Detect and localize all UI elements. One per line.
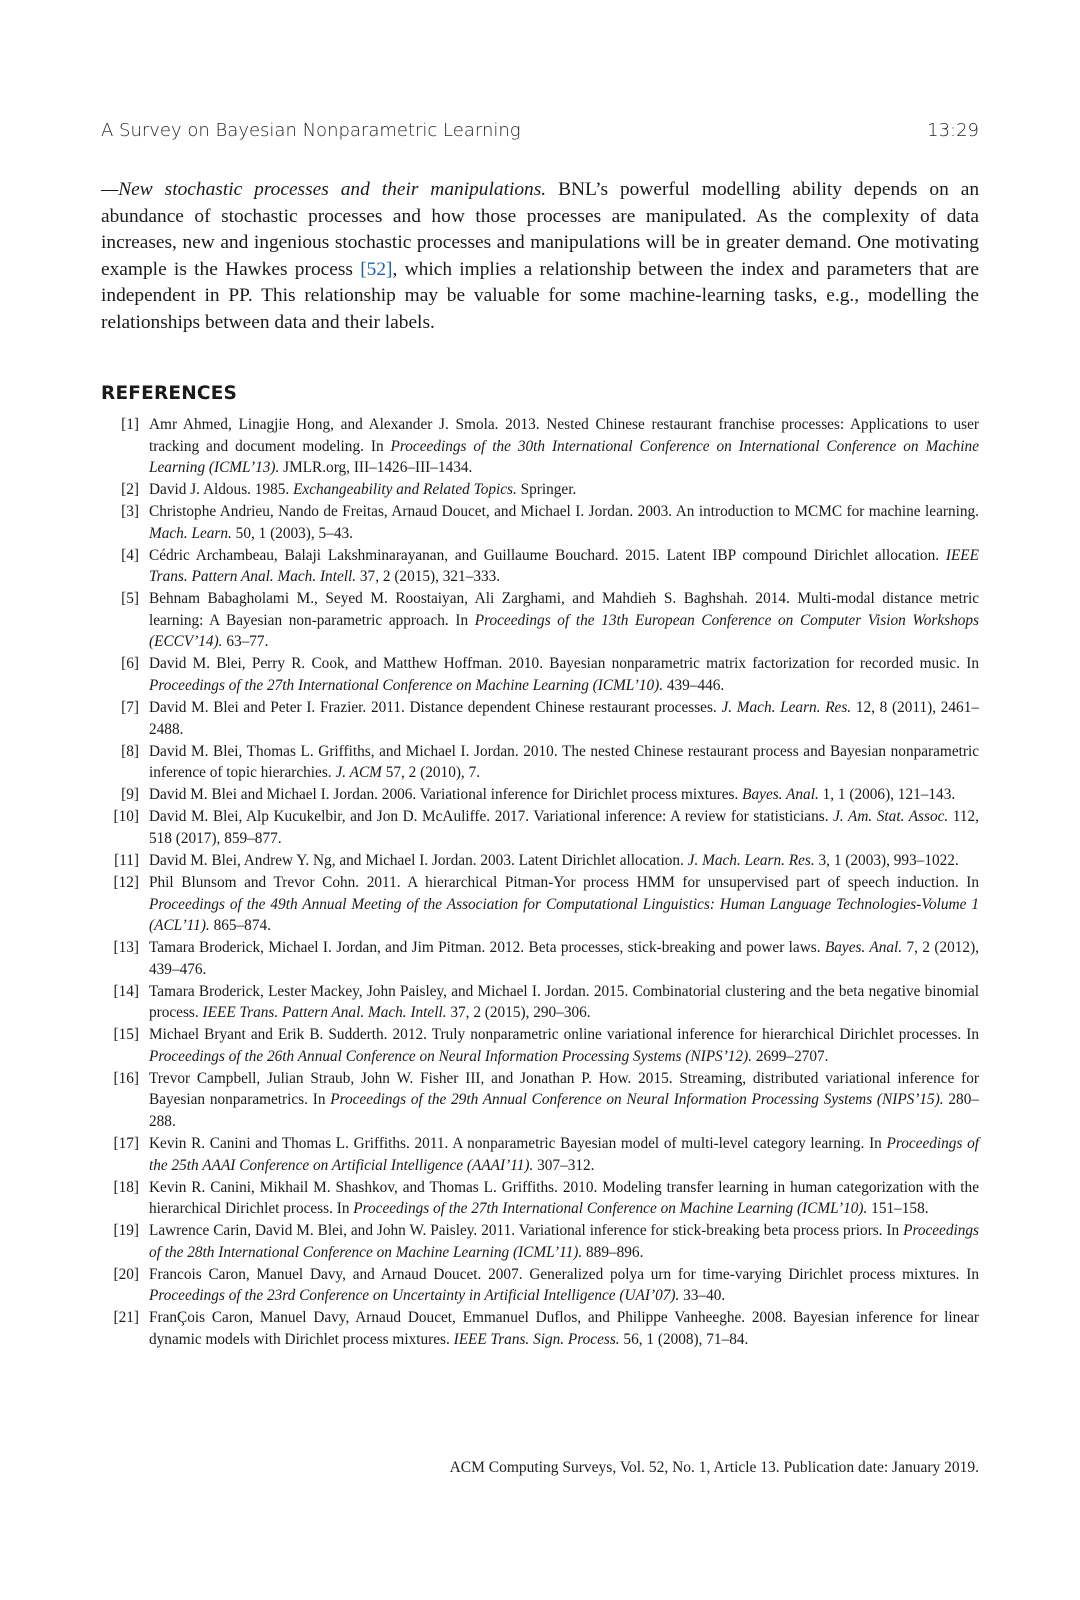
reference-pages: 1, 1 (2006), 121–143.	[818, 786, 956, 804]
reference-text: Kevin R. Canini and Thomas L. Griffiths. 2011. A nonparametric Bayesian model of multi-level category learning. In	[149, 1135, 887, 1152]
reference-venue: Proceedings of the 26th Annual Conference on Neural Information Processing Systems (NIPS’12).	[149, 1047, 753, 1065]
reference-venue: Bayes. Anal.	[742, 786, 819, 804]
reference-item	[101, 697, 979, 740]
reference-text: Tamara Broderick, Michael I. Jordan, and Jim Pitman. 2012. Beta processes, stick-breaking and power laws.	[149, 939, 825, 957]
reference-text: Lawrence Carin, David M. Blei, and John W. Paisley. 2011. Variational inference for stick-breaking beta process priors. In	[149, 1222, 904, 1240]
reference-pages: 7, 2 (2012), 439–476.	[149, 939, 979, 978]
reference-item	[101, 981, 979, 1024]
reference-venue: Bayes. Anal.	[824, 939, 903, 957]
reference-item	[101, 850, 979, 872]
reference-list	[101, 414, 979, 1351]
reference-venue: J. ACM	[335, 764, 382, 782]
reference-pages: Springer.	[516, 481, 577, 499]
reference-pages: 63–77.	[222, 633, 269, 651]
reference-text: David J. Aldous. 1985.	[149, 481, 294, 499]
reference-number: [14]	[113, 982, 139, 1000]
reference-text: David M. Blei, Perry R. Cook, and Matthew Hoffman. 2010. Bayesian nonparametric matrix factorization for recorded music. In	[149, 655, 979, 673]
reference-pages: 112, 518 (2017), 859–877.	[149, 808, 979, 847]
reference-pages: 2699–2707.	[752, 1047, 829, 1065]
reference-item	[101, 653, 979, 696]
reference-number: [16]	[113, 1069, 139, 1087]
reference-number: [19]	[113, 1222, 139, 1240]
reference-item	[101, 937, 979, 980]
reference-number: [10]	[113, 808, 139, 826]
reference-pages: 3, 1 (2003), 993–1022.	[814, 851, 959, 869]
reference-venue: Proceedings of the 28th International Conference on Machine Learning (ICML’11).	[149, 1222, 979, 1261]
reference-text: Tamara Broderick, Lester Mackey, John Paisley, and Michael I. Jordan. 2015. Combinatorial clustering and the beta negative binomial process.	[149, 982, 979, 1022]
reference-number: [18]	[113, 1178, 139, 1196]
reference-pages: 889–896.	[582, 1243, 644, 1261]
reference-number: [11]	[114, 851, 139, 869]
reference-text: Francois Caron, Manuel Davy, and Arnaud Doucet. 2007. Generalized polya urn for time-varying Dirichlet process mixtures. In	[149, 1265, 979, 1283]
reference-text: Kevin R. Canini, Mikhail M. Shashkov, and Thomas L. Griffiths. 2010. Modeling transfer learning in human categorization with the hierarchical Dirichlet process. In	[149, 1178, 979, 1218]
reference-pages: 865–874.	[209, 917, 271, 935]
reference-venue: IEEE Trans. Pattern Anal. Mach. Intell.	[149, 546, 979, 586]
reference-item	[101, 1068, 979, 1133]
reference-item	[101, 414, 979, 479]
reference-venue: J. Mach. Learn. Res.	[687, 851, 815, 869]
reference-venue: J. Am. Stat. Assoc.	[833, 808, 949, 826]
intro-text-after-cite: , which implies a relationship between the index and parameters that are independent in PP. This relationship may be valuable for some machine-learning tasks, e.g., modelling the relationships between data and their labels.	[101, 258, 979, 333]
reference-pages: 33–40.	[679, 1287, 726, 1305]
reference-venue: IEEE Trans. Pattern Anal. Mach. Intell.	[202, 1004, 447, 1022]
intro-text-before-cite: BNL’s powerful modelling ability depends on an abundance of stochastic processes and how those processes are manipulated. As the complexity of data increases, new and ingenious stochastic processes and manipulations will be in greater demand. One motivating example is the Hawkes process	[101, 179, 980, 280]
reference-item	[101, 1264, 979, 1307]
reference-pages: 439–446.	[663, 676, 725, 694]
reference-item	[101, 872, 979, 937]
reference-venue: Proceedings of the 13th European Conference on Computer Vision Workshops (ECCV’14).	[149, 611, 979, 651]
reference-item	[101, 501, 979, 544]
reference-item	[101, 784, 979, 806]
citation-link-52[interactable]: [52]	[360, 258, 393, 280]
reference-pages: 57, 2 (2010), 7.	[381, 764, 481, 782]
reference-number: [9]	[121, 786, 139, 804]
reference-number: [20]	[113, 1265, 139, 1283]
reference-text: David M. Blei and Peter I. Frazier. 2011. Distance dependent Chinese restaurant processes.	[149, 699, 722, 717]
intro-paragraph	[101, 177, 979, 337]
reference-text: David M. Blei, Thomas L. Griffiths, and Michael I. Jordan. 2010. The nested Chinese restaurant process and Bayesian nonparametric inference of topic hierarchies.	[149, 742, 979, 782]
reference-pages: 151–158.	[867, 1200, 929, 1218]
reference-pages: 37, 2 (2015), 321–333.	[356, 568, 501, 586]
reference-text: David M. Blei, Andrew Y. Ng, and Michael I. Jordan. 2003. Latent Dirichlet allocation.	[149, 851, 688, 869]
reference-pages: 37, 2 (2015), 290–306.	[446, 1004, 591, 1022]
reference-number: [15]	[113, 1026, 139, 1044]
reference-venue: Exchangeability and Related Topics.	[293, 481, 517, 499]
footer-publication-info: ACM Computing Surveys, Vol. 52, No. 1, Article 13. Publication date: January 2019.	[449, 1459, 979, 1476]
reference-item	[101, 479, 979, 501]
reference-item	[101, 806, 979, 849]
reference-text: Michael Bryant and Erik B. Sudderth. 2012. Truly nonparametric online variational inference for hierarchical Dirichlet processes. In	[149, 1026, 979, 1044]
running-head-title: A Survey on Bayesian Nonparametric Learning	[101, 120, 521, 141]
reference-item	[101, 545, 979, 588]
reference-pages: 12, 8 (2011), 2461–2488.	[149, 699, 979, 738]
reference-text: David M. Blei, Alp Kucukelbir, and Jon D. McAuliffe. 2017. Variational inference: A review for statisticians.	[149, 808, 834, 826]
reference-number: [2]	[121, 481, 139, 499]
reference-text: Amr Ahmed, Linagjie Hong, and Alexander J. Smola. 2013. Nested Chinese restaurant franchise processes: Applications to user tracking and document modeling. In	[149, 416, 979, 455]
reference-venue: Proceedings of the 29th Annual Conference on Neural Information Processing Systems (NIPS’15).	[330, 1091, 944, 1109]
reference-text: Behnam Babagholami M., Seyed M. Roostaiyan, Ali Zarghami, and Mahdieh S. Baghshah. 2014. Multi-modal distance metric learning: A Bayesian non-parametric approach. In	[149, 590, 979, 629]
reference-number: [5]	[121, 590, 139, 608]
reference-pages: 280–288.	[149, 1091, 979, 1130]
running-head	[101, 120, 979, 141]
reference-number: [1]	[121, 416, 139, 433]
paper-page	[101, 0, 979, 1600]
reference-item	[101, 1024, 979, 1067]
reference-text: FranÇois Caron, Manuel Davy, Arnaud Doucet, Emmanuel Duflos, and Philippe Vanheeghe. 2008. Bayesian inference for linear dynamic models with Dirichlet process mixtures.	[149, 1309, 979, 1348]
reference-pages: 50, 1 (2003), 5–43.	[231, 524, 353, 542]
reference-text: Phil Blunsom and Trevor Cohn. 2011. A hierarchical Pitman-Yor process HMM for unsupervised part of speech induction. In	[149, 874, 979, 892]
reference-number: [12]	[113, 874, 139, 892]
reference-venue: Proceedings of the 23rd Conference on Uncertainty in Artificial Intelligence (UAI’07).	[149, 1287, 680, 1305]
reference-venue: IEEE Trans. Sign. Process.	[453, 1330, 620, 1348]
reference-venue: Mach. Learn.	[149, 524, 232, 542]
references-heading: REFERENCES	[101, 383, 238, 404]
page-number: 13:29	[927, 120, 979, 141]
reference-number: [21]	[113, 1309, 139, 1327]
reference-text: David M. Blei and Michael I. Jordan. 2006. Variational inference for Dirichlet process mixtures.	[149, 786, 743, 804]
reference-number: [4]	[121, 546, 139, 564]
reference-venue: Proceedings of the 49th Annual Meeting of the Association for Computational Linguistics: Human Language Technologies-Volume 1 (ACL’11).	[149, 895, 979, 935]
reference-number: [3]	[121, 503, 139, 521]
reference-number: [6]	[121, 655, 139, 673]
reference-pages: JMLR.org, III–1426–III–1434.	[279, 459, 473, 476]
reference-venue: Proceedings of the 30th International Conference on International Conference on Machine Learning (ICML’13).	[149, 437, 979, 476]
reference-item	[101, 741, 979, 784]
reference-number: [7]	[121, 699, 139, 717]
reference-venue: Proceedings of the 27th International Conference on Machine Learning (ICML’10).	[353, 1200, 868, 1218]
reference-pages: 56, 1 (2008), 71–84.	[619, 1330, 749, 1348]
reference-pages: 307–312.	[533, 1156, 595, 1174]
intro-lead: —New stochastic processes and their manipulations.	[101, 179, 547, 200]
reference-text: Trevor Campbell, Julian Straub, John W. Fisher III, and Jonathan P. How. 2015. Streaming, distributed variational inference for Bayesian nonparametrics. In	[149, 1069, 979, 1109]
reference-item	[101, 1307, 979, 1350]
reference-item	[101, 1177, 979, 1220]
reference-venue: Proceedings of the 25th AAAI Conference on Artificial Intelligence (AAAI’11).	[149, 1135, 979, 1174]
reference-text: Cédric Archambeau, Balaji Lakshminarayanan, and Guillaume Bouchard. 2015. Latent IBP compound Dirichlet allocation.	[149, 546, 946, 564]
reference-text: Christophe Andrieu, Nando de Freitas, Arnaud Doucet, and Michael I. Jordan. 2003. An introduction to MCMC for machine learning.	[149, 503, 979, 521]
reference-venue: J. Mach. Learn. Res.	[721, 699, 852, 717]
reference-number: [13]	[113, 939, 139, 957]
reference-number: [17]	[113, 1135, 139, 1152]
reference-number: [8]	[121, 742, 139, 760]
reference-venue: Proceedings of the 27th International Conference on Machine Learning (ICML’10).	[149, 676, 664, 694]
reference-item	[101, 1133, 979, 1176]
reference-item	[101, 588, 979, 653]
reference-item	[101, 1220, 979, 1263]
